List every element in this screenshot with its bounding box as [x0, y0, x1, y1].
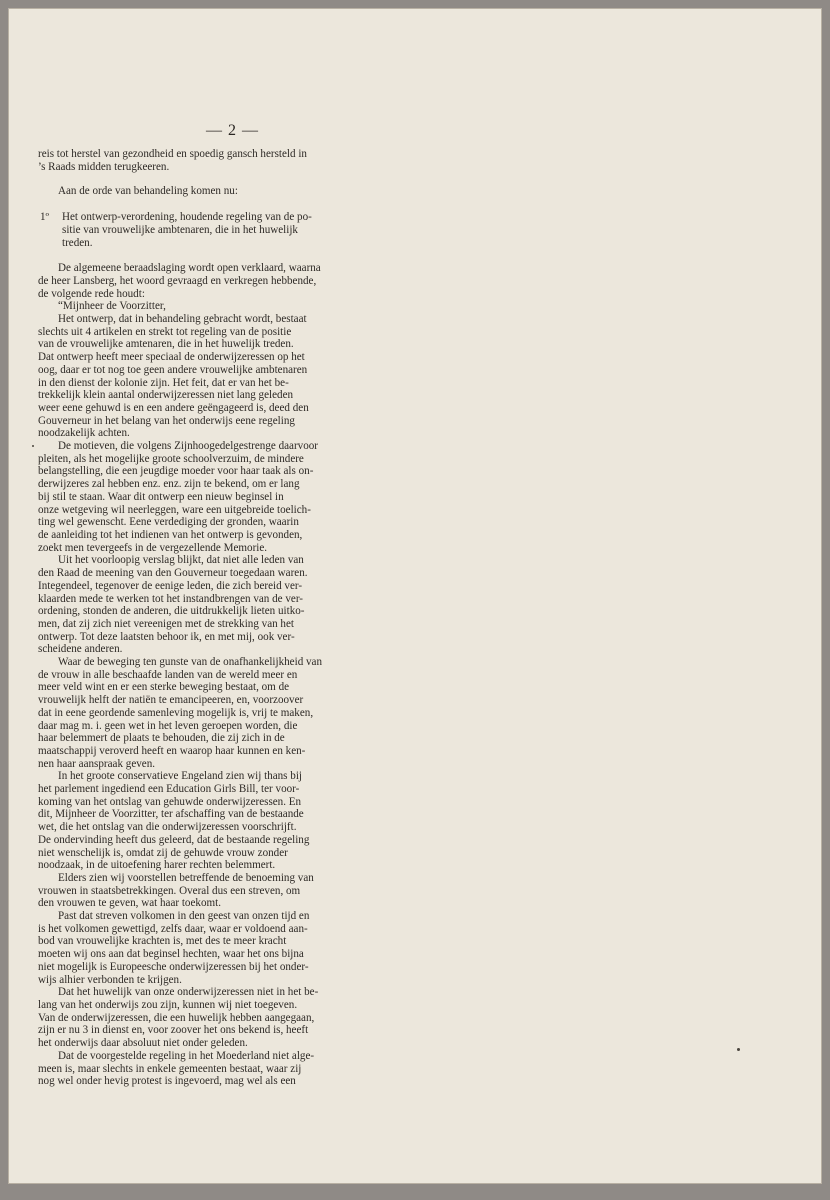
text-line: den Raad de meening van den Gouverneur toegedaan waren. [38, 567, 308, 580]
text-line: nen haar aanspraak geven. [38, 757, 156, 770]
text-line: wijs alhier verbonden te krijgen. [38, 973, 182, 986]
text-line: Integendeel, tegenover de eenige leden, die zich bereid ver- [38, 579, 303, 592]
text-line: Dat ontwerp heeft meer speciaal de onderwijzeressen op het [38, 351, 305, 364]
text-line: dat in eene geordende samenleving mogelijk is, vrij te maken, [38, 706, 314, 719]
text-line: vrouwen in staatsbetrekkingen. Overal dus een streven, om [38, 884, 301, 897]
text-line: niet mogelijk is Europeesche onderwijzeressen bij het onder- [38, 960, 309, 973]
text-line: Uit het voorloopig verslag blijkt, dat niet alle leden van [58, 554, 304, 567]
text-line: weer eene gehuwd is en een andere geëngageerd is, deed den [38, 401, 309, 414]
text-line: sitie van vrouwelijke ambtenaren, die in het huwelijk [62, 223, 298, 236]
speech-body [38, 262, 404, 1088]
text-line: oog, daar er tot nog toe geen andere vrouwelijke ambtenaren [38, 363, 308, 376]
text-line: ontwerp. Tot deze laatsten behoor ik, en met mij, ook ver- [38, 630, 295, 643]
text-line: In het groote conservatieve Engeland zien wij thans bij [58, 770, 302, 783]
text-line: Het ontwerp-verordening, houdende regeling van de po- [62, 211, 312, 224]
text-line: Waar de beweging ten gunste van de onafhankelijkheid van [58, 656, 323, 669]
text-line: ’s Raads midden terugkeeren. [38, 160, 170, 173]
text-line: vrouwelijk helft der natiën te emancipeeren, en, voorzoover [38, 694, 304, 707]
text-line: slechts uit 4 artikelen en strekt tot regeling van de positie [38, 325, 292, 338]
text-line: De motieven, die volgens Zijnhoogedelgestrenge daarvoor [58, 440, 319, 453]
text-line: Dat het huwelijk van onze onderwijzeressen niet in het be- [58, 986, 319, 999]
text-line: Past dat streven volkomen in den geest van onzen tijd en [58, 910, 310, 923]
salutation: “Mijnheer de Voorzitter, [58, 300, 166, 313]
text-line: dit, Mijnheer de Voorzitter, ter afschaffing van de bestaande [38, 808, 304, 821]
text-line: lang van het onderwijs zou zijn, kunnen wij niet toegeven. [38, 999, 298, 1011]
text-line: pleiten, als het mogelijke groote schoolverzuim, de mindere [38, 452, 304, 465]
text-line: De algemeene beraadslaging wordt open verklaard, waarna [58, 262, 321, 275]
page-number: — 2 — [206, 122, 259, 139]
text-line: Van de onderwijzeressen, die een huwelijk hebben aangegaan, [38, 1011, 315, 1024]
text-line: het onderwijs daar absoluut niet onder geleden. [38, 1037, 248, 1050]
text-line: maatschappij veroverd heeft en waarop haar kunnen en ken- [38, 744, 306, 757]
text-line: moeten wij ons aan dat beginsel hechten, waar het ons bijna [38, 948, 304, 961]
text-line: koming van het ontslag van gehuwde onderwijzeressen. En [38, 795, 302, 808]
text-line: bod van vrouwelijke krachten is, met des te meer kracht [38, 935, 287, 948]
text-line: niet wenschelijk is, omdat zij de gehuwde vrouw zonder [38, 846, 288, 859]
text-line: haar belemmert de plaats te behouden, die zij zich in de [38, 732, 285, 745]
text-line: belangstelling, die een jeugdige moeder voor haar taak als on- [38, 465, 314, 478]
text-line: Gouverneur in het belang van het onderwijs eene regeling [38, 414, 295, 427]
text-line: den vrouwen te geven, wat haar toekomt. [38, 897, 221, 910]
text-line: meer veld wint en er een sterke beweging bestaat, om de [38, 681, 290, 694]
text-line: wet, die het ontslag van die onderwijzeressen voorschrijft. [38, 821, 297, 834]
text-line: treden. [62, 236, 93, 249]
text-line: men, dat zij zich niet vereenigen met de strekking van het [38, 617, 294, 630]
text-line: Dat de voorgestelde regeling in het Moederland niet alge- [58, 1049, 315, 1062]
text-line: klaarden mede te werken tot het instandbrengen van de ver- [38, 592, 303, 605]
agenda-item [38, 211, 404, 249]
text-line: de vrouw in alle beschaafde landen van de wereld meer en [38, 668, 298, 681]
text-line: ting wel gewenscht. Eene verdediging der gronden, waarin [38, 516, 299, 529]
text-line: in den dienst der kolonie zijn. Het feit, dat er van het be- [38, 376, 289, 389]
text-line: scheidene anderen. [38, 643, 123, 656]
text-line: daar mag m. i. geen wet in het leven geroepen worden, die [38, 719, 298, 732]
intro-paragraph [38, 148, 404, 173]
text-line: nog wel onder hevig protest is ingevoerd, mag wel als een [38, 1075, 296, 1088]
text-line: trekkelijk klein aantal onderwijzeressen niet lang geleden [38, 389, 294, 402]
text-line: de heer Lansberg, het woord gevraagd en verkregen hebbende, [38, 274, 317, 287]
text-line: zoekt men tevergeefs in de vergezellende Memorie. [38, 541, 268, 554]
text-line: ordening, stonden de anderen, die uitdrukkelijk lieten uitko- [38, 605, 305, 618]
text-line: derwijzeres zal hebben enz. enz. zijn te bekend, om er lang [38, 478, 300, 491]
ink-speck [737, 1048, 740, 1051]
text-line: is het volkomen gewettigd, zelfs daar, waar er voldoend aan- [38, 922, 308, 935]
text-line: meen is, maar slechts in enkele gemeenten bestaat, waar zij [38, 1062, 302, 1075]
text-line: zijn er nu 3 in dienst en, voor zoover het ons bekend is, heeft [38, 1024, 309, 1037]
text-line: van de vrouwelijke amtenaren, die in het huwelijk treden. [38, 338, 294, 351]
text-line: het parlement ingediend een Education Girls Bill, ter voor- [38, 783, 300, 796]
text-line: de aanleiding tot het indienen van het ontwerp is gevonden, [38, 528, 303, 541]
text-line: Elders zien wij voorstellen betreffende de benoeming van [58, 871, 314, 884]
text-column [38, 148, 404, 1088]
text-line: de volgende rede houdt: [38, 287, 145, 300]
text-line: reis tot herstel van gezondheid en spoedig gansch hersteld in [38, 148, 307, 160]
agenda-line: Aan de orde van behandeling komen nu: [58, 185, 238, 198]
text-line: De ondervinding heeft dus geleerd, dat de bestaande regeling [38, 833, 310, 846]
text-line: onze wetgeving wil neerleggen, ware een uitgebreide toelich- [38, 503, 311, 516]
text-line: noodzaak, in de uitoefening harer rechten belemmert. [38, 859, 276, 872]
text-line: Het ontwerp, dat in behandeling gebracht wordt, bestaat [58, 313, 307, 326]
agenda-item-number: 1º [40, 211, 49, 224]
ink-speck [32, 445, 34, 447]
document-page [8, 8, 822, 1184]
text-line: noodzakelijk achten. [38, 427, 130, 440]
text-line: bij stil te staan. Waar dit ontwerp een nieuw beginsel in [38, 490, 284, 503]
